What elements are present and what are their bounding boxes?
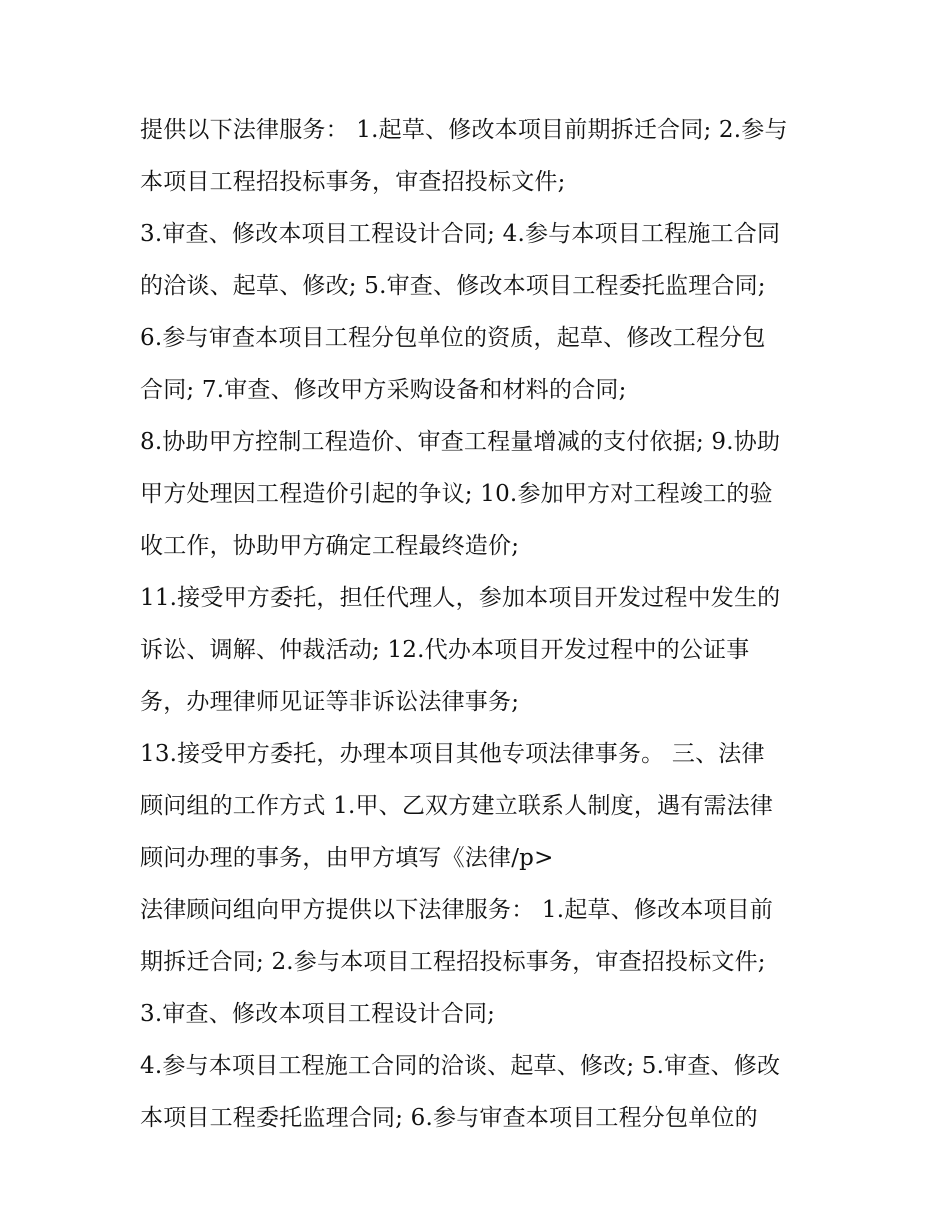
- text-line: 务，办理律师见证等非诉讼法律事务;: [140, 689, 520, 715]
- text-line: 6.参与审查本项目工程分包单位的资质，起草、修改工程分包: [140, 325, 766, 351]
- text-line: 11.接受甲方委托，担任代理人，参加本项目开发过程中发生的: [140, 585, 781, 611]
- text-line: 8.协助甲方控制工程造价、审查工程量增减的支付依据; 9.协助: [140, 429, 781, 455]
- text-line: 收工作，协助甲方确定工程最终造价;: [140, 533, 520, 559]
- text-line: 诉讼、调解、仲裁活动; 12.代办本项目开发过程中的公证事: [140, 637, 750, 663]
- text-line: 顾问组的工作方式 1.甲、乙双方建立联系人制度，遇有需法律: [140, 793, 774, 819]
- text-line: 合同; 7.审查、修改甲方采购设备和材料的合同;: [140, 377, 627, 403]
- text-line: 甲方处理因工程造价引起的争议; 10.参加甲方对工程竣工的验: [140, 481, 773, 507]
- text-line: 本项目工程委托监理合同; 6.参与审查本项目工程分包单位的: [140, 1105, 758, 1131]
- text-line: 13.接受甲方委托，办理本项目其他专项法律事务。 三、法律: [140, 741, 765, 767]
- text-line: 顾问办理的事务，由甲方填写《法律/p>: [140, 845, 554, 871]
- text-line: 3.审查、修改本项目工程设计合同; 4.参与本项目工程施工合同: [140, 221, 781, 247]
- text-line: 本项目工程招投标事务，审查招投标文件;: [140, 169, 566, 195]
- text-line: 4.参与本项目工程施工合同的洽谈、起草、修改; 5.审查、修改: [140, 1053, 781, 1079]
- text-line: 的洽谈、起草、修改; 5.审查、修改本项目工程委托监理合同;: [140, 273, 766, 299]
- text-line: 法律顾问组向甲方提供以下法律服务： 1.起草、修改本项目前: [140, 897, 774, 923]
- text-line: 3.审查、修改本项目工程设计合同;: [140, 1001, 496, 1027]
- text-line: 期拆迁合同; 2.参与本项目工程招投标事务，审查招投标文件;: [140, 949, 766, 975]
- document-body: [140, 104, 820, 1144]
- text-line: 提供以下法律服务： 1.起草、修改本项目前期拆迁合同; 2.参与: [140, 117, 788, 143]
